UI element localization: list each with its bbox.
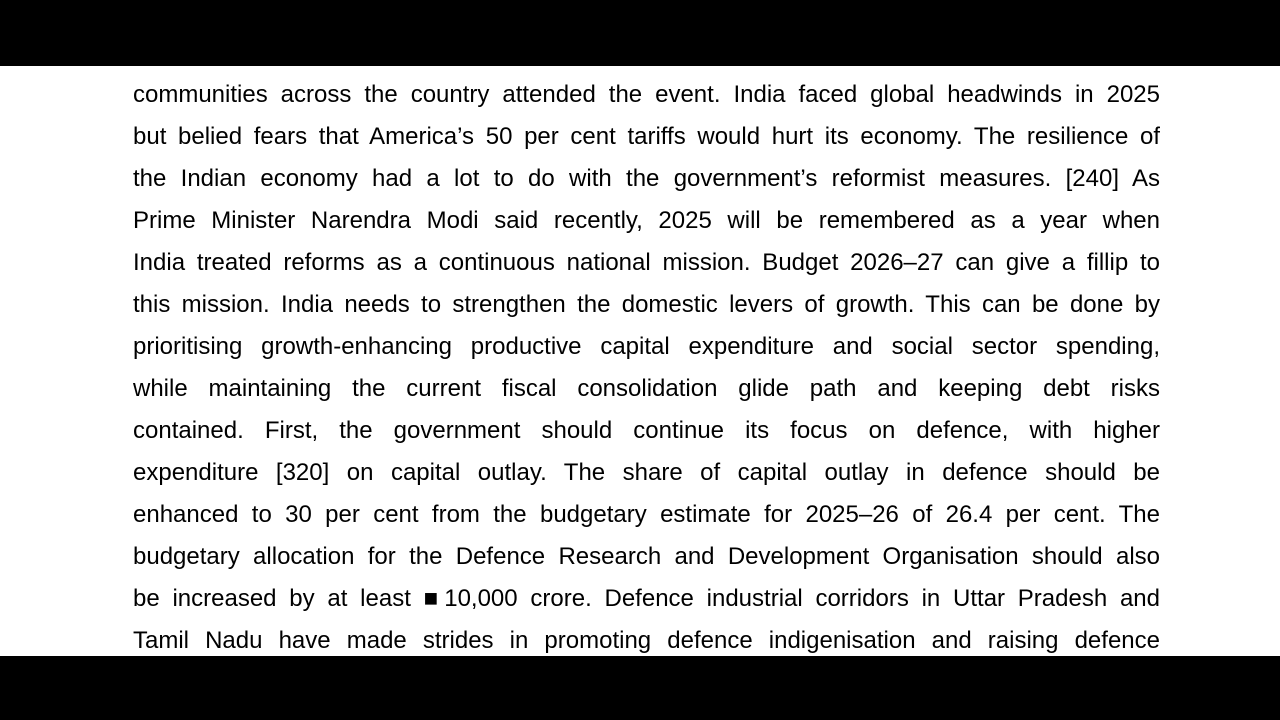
text-line: the Indian economy had a lot to do with the government’s reformist measures. [240] As bbox=[133, 165, 1160, 192]
document-page bbox=[0, 66, 1280, 656]
text-line: while maintaining the current fiscal consolidation glide path and keeping debt risks bbox=[133, 375, 1160, 402]
text-line: contained. First, the government should continue its focus on defence, with higher bbox=[133, 417, 1160, 444]
text-line: prioritising growth-enhancing productive capital expenditure and social sector spending, bbox=[133, 333, 1160, 360]
text-line: India treated reforms as a continuous national mission. Budget 2026–27 can give a fillip to bbox=[133, 249, 1160, 276]
text-line: this mission. India needs to strengthen the domestic levers of growth. This can be done by bbox=[133, 291, 1160, 318]
text-line: budgetary allocation for the Defence Research and Development Organisation should also bbox=[133, 543, 1160, 570]
text-line: enhanced to 30 per cent from the budgetary estimate for 2025–26 of 26.4 per cent. The bbox=[133, 501, 1160, 528]
text-line: Prime Minister Narendra Modi said recently, 2025 will be remembered as a year when bbox=[133, 207, 1160, 234]
text-line: Tamil Nadu have made strides in promoting defence indigenisation and raising defence bbox=[133, 627, 1160, 654]
text-line: but belied fears that America’s 50 per cent tariffs would hurt its economy. The resilience of bbox=[133, 123, 1160, 150]
text-line: be increased by at least ■10,000 crore. Defence industrial corridors in Uttar Pradesh and bbox=[133, 585, 1160, 612]
text-line: expenditure [320] on capital outlay. The share of capital outlay in defence should be bbox=[133, 459, 1160, 486]
text-line: communities across the country attended the event. India faced global headwinds in 2025 bbox=[133, 81, 1160, 108]
text-column bbox=[133, 74, 1160, 656]
